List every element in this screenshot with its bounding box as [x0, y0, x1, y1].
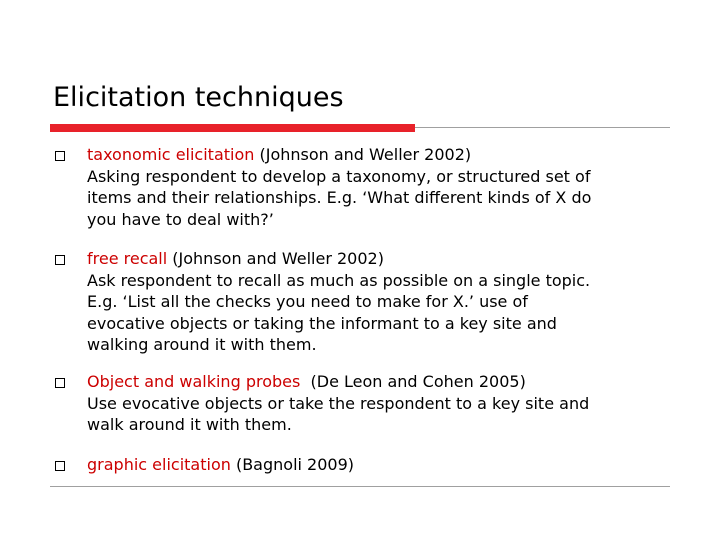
list-item-object-walking-probes — [87, 371, 687, 436]
item-description-line: walk around it with them. — [87, 415, 292, 434]
item-description-line: Use evocative objects or take the respondent to a key site and — [87, 393, 590, 413]
title-divider-line — [415, 127, 670, 128]
list-item-heading — [87, 454, 687, 476]
hollow-square-bullet-icon — [55, 255, 65, 265]
title-accent-bar — [50, 124, 415, 132]
slide-title: Elicitation techniques — [53, 82, 344, 113]
technique-source: (Johnson and Weller 2002) — [254, 145, 472, 164]
footer-divider-line — [50, 486, 670, 487]
item-description-line: evocative objects or taking the informant to a key site and — [87, 313, 557, 333]
item-description-line: Ask respondent to recall as much as possible on a single topic. — [87, 270, 591, 290]
technique-source: (De Leon and Cohen 2005) — [300, 372, 526, 391]
list-item-taxonomic-elicitation — [87, 144, 687, 230]
list-item-heading — [87, 248, 687, 270]
list-item-heading — [87, 144, 687, 166]
list-item-heading — [87, 371, 687, 393]
technique-term: graphic elicitation — [87, 455, 231, 474]
hollow-square-bullet-icon — [55, 461, 65, 471]
hollow-square-bullet-icon — [55, 151, 65, 161]
item-description-line: items and their relationships. E.g. ‘What different kinds of X do — [87, 188, 592, 207]
technique-source: (Bagnoli 2009) — [230, 455, 355, 474]
hollow-square-bullet-icon — [55, 378, 65, 388]
technique-source: (Johnson and Weller 2002) — [167, 249, 384, 268]
technique-term: free recall — [87, 249, 168, 268]
item-description-line: Asking respondent to develop a taxonomy, or structured set of — [87, 166, 591, 186]
technique-term: Object and walking probes — [87, 372, 301, 391]
item-description-line: walking around it with them. — [87, 335, 317, 354]
item-description-line: you have to deal with?’ — [87, 209, 274, 229]
list-item-graphic-elicitation — [87, 454, 687, 476]
technique-term: taxonomic elicitation — [87, 145, 255, 164]
item-description-line: E.g. ‘List all the checks you need to make for X.’ use of — [87, 292, 528, 311]
list-item-free-recall — [87, 248, 687, 356]
